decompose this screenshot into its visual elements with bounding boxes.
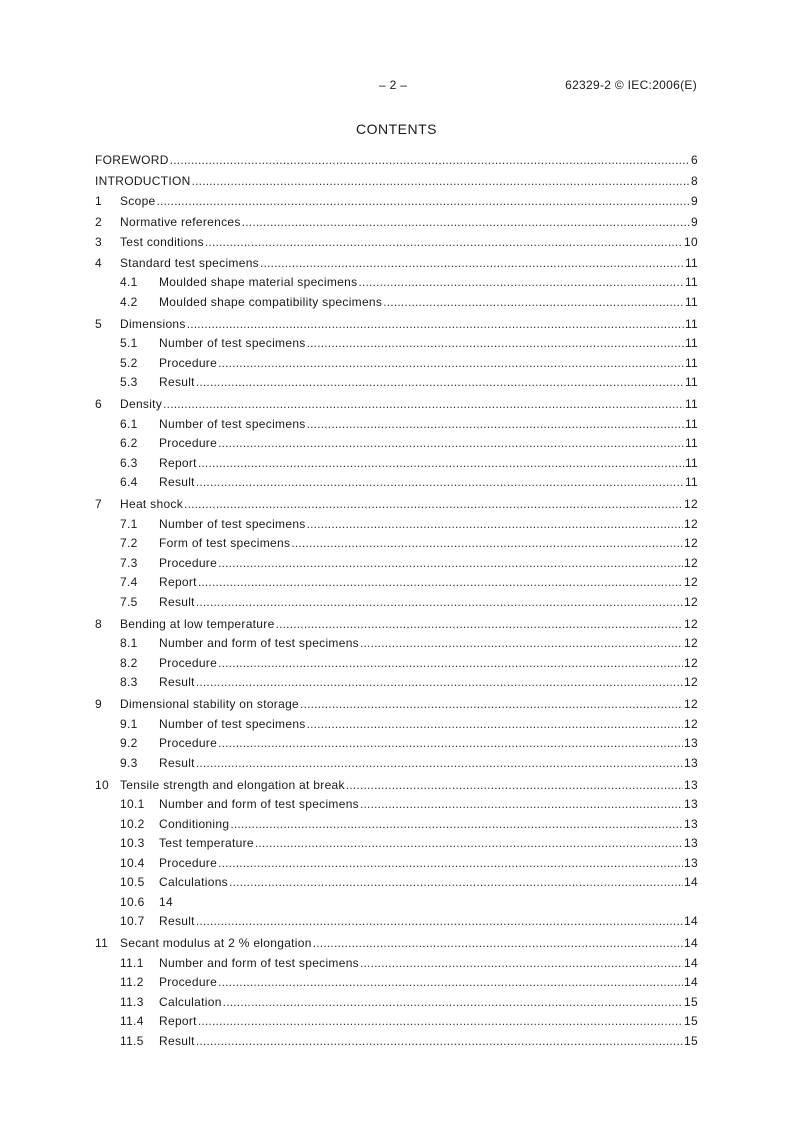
toc-entry-number: 8.3 xyxy=(120,675,138,689)
toc-entry-page: 12 xyxy=(684,675,698,689)
toc-entry-page: 12 xyxy=(684,536,698,550)
toc-entry-number: 6 xyxy=(95,397,102,411)
toc-entry-number: 5 xyxy=(95,316,102,331)
toc-entry[interactable] xyxy=(95,1012,698,1032)
dot-leader xyxy=(358,273,684,293)
toc-entry[interactable] xyxy=(95,354,698,374)
dot-leader xyxy=(196,673,683,693)
toc-entry-number: 7 xyxy=(95,497,102,511)
dot-leader xyxy=(218,854,683,874)
dot-leader xyxy=(229,873,683,893)
dot-leader xyxy=(346,775,683,796)
toc-entry-number: 10 xyxy=(95,777,109,792)
toc-entry-page: 13 xyxy=(684,797,698,811)
toc-entry-number: 9 xyxy=(95,697,102,711)
dot-leader xyxy=(196,1032,683,1052)
toc-entry-page: 10 xyxy=(684,235,698,249)
toc-entry-number: 3 xyxy=(95,235,102,249)
toc-entry-page: 11 xyxy=(684,275,698,289)
toc-entry-number: 10.7 xyxy=(120,914,145,928)
toc-entry-title: Number of test specimens xyxy=(159,716,306,731)
toc-entry-number: 8 xyxy=(95,616,102,631)
toc-entry-page: 11 xyxy=(684,475,698,489)
dot-leader xyxy=(196,373,684,393)
toc-entry[interactable] xyxy=(95,673,698,693)
toc-entry-title: Conditioning xyxy=(159,816,230,831)
dot-leader xyxy=(291,534,683,554)
toc-entry[interactable] xyxy=(95,754,698,774)
toc-entry-number: 4.1 xyxy=(120,275,138,289)
toc-entry-number: 5.3 xyxy=(120,375,138,389)
toc-entry-title: Scope xyxy=(120,194,156,208)
toc-entry-title: Report xyxy=(159,455,197,470)
dot-leader xyxy=(218,434,684,454)
toc-entry-title: Number of test specimens xyxy=(159,336,306,350)
toc-entry[interactable] xyxy=(95,593,698,613)
toc-entry[interactable] xyxy=(95,293,698,313)
toc-entry[interactable] xyxy=(95,912,698,932)
dot-leader xyxy=(196,754,683,774)
dot-leader xyxy=(218,734,683,754)
toc-entry[interactable] xyxy=(95,373,698,393)
toc-entry[interactable] xyxy=(95,171,698,192)
toc-entry-title: Dimensions xyxy=(120,316,186,331)
dot-leader xyxy=(205,232,683,253)
dot-leader xyxy=(218,973,683,993)
dot-leader xyxy=(307,415,684,435)
toc-entry-page: 13 xyxy=(684,855,698,870)
toc-entry-number: 6.2 xyxy=(120,436,138,450)
toc-entry-page: 12 xyxy=(684,636,698,650)
toc-entry-page: 12 xyxy=(684,594,698,609)
toc-entry-title: Standard test specimens xyxy=(120,255,259,270)
dot-leader xyxy=(196,593,683,613)
toc-entry-page: 11 xyxy=(684,355,698,370)
toc-entry[interactable] xyxy=(95,973,698,993)
dot-leader xyxy=(196,912,683,932)
dot-leader xyxy=(192,171,690,192)
toc-entry-page: 13 xyxy=(684,777,698,792)
toc-entry-page: 11 xyxy=(684,455,698,470)
toc-entry-number: 10.4 xyxy=(120,855,145,870)
toc-entry-title: Procedure xyxy=(159,436,218,450)
toc-entry[interactable] xyxy=(95,854,698,874)
toc-entry-title: Form of test specimens xyxy=(159,536,291,550)
toc-entry-page: 12 xyxy=(684,497,698,511)
toc-entry[interactable] xyxy=(95,150,698,171)
dot-leader xyxy=(218,354,684,374)
toc-entry[interactable] xyxy=(95,795,698,815)
dot-leader xyxy=(198,1012,683,1032)
toc-entry-page: 12 xyxy=(684,616,698,631)
toc-entry[interactable] xyxy=(95,893,698,913)
dot-leader xyxy=(187,314,684,335)
dot-leader xyxy=(383,293,684,313)
toc-entry-number: 11.1 xyxy=(120,955,144,970)
dot-leader xyxy=(360,954,683,974)
toc-entry-title: Bending at low temperature xyxy=(120,616,275,631)
toc-entry[interactable] xyxy=(95,614,698,635)
toc-entry-title: Calculation xyxy=(159,994,222,1009)
toc-entry-number: 5.2 xyxy=(120,355,138,370)
dot-leader xyxy=(313,933,683,954)
toc-entry-number: 6.1 xyxy=(120,416,138,431)
toc-entry-title: Secant modulus at 2 % elongation xyxy=(120,936,312,950)
toc-entry-page: 12 xyxy=(684,655,698,670)
toc-entry-page: 15 xyxy=(684,1014,698,1028)
toc-entry-number: 7.3 xyxy=(120,555,138,570)
dot-leader xyxy=(360,634,683,654)
toc-entry-page: 12 xyxy=(684,697,698,711)
dot-leader xyxy=(307,334,684,354)
dot-leader xyxy=(360,795,683,815)
dot-leader xyxy=(223,993,683,1013)
toc-entry[interactable] xyxy=(95,654,698,674)
toc-entry-page: 14 xyxy=(684,955,698,970)
toc-entry[interactable] xyxy=(95,634,698,654)
dot-leader xyxy=(260,253,684,274)
toc-entry-number: 6.4 xyxy=(120,475,138,489)
toc-entry-title: Result xyxy=(159,755,195,770)
document-reference: 62329-2 © IEC:2006(E) xyxy=(565,78,697,92)
toc-entry-page: 14 xyxy=(684,875,698,889)
toc-entry[interactable] xyxy=(95,734,698,754)
dot-leader xyxy=(276,614,683,635)
toc-entry-number: 4 xyxy=(95,255,102,270)
toc-entry-title: Test conditions xyxy=(120,235,204,249)
toc-entry-title: Result xyxy=(159,675,195,689)
toc-entry-title: Result xyxy=(159,1033,195,1048)
dot-leader xyxy=(218,654,683,674)
toc-entry-page: 9 xyxy=(691,214,698,229)
toc-entry[interactable] xyxy=(95,454,698,474)
toc-entry-number: 11.4 xyxy=(120,1014,144,1028)
toc-entry-page: 6 xyxy=(691,153,698,167)
dot-leader xyxy=(157,191,690,212)
toc-entry-title: Heat shock xyxy=(120,497,184,511)
toc-entry-title: Procedure xyxy=(159,736,218,750)
toc-entry-title: Density xyxy=(120,397,163,411)
toc-entry-number: 10.6 xyxy=(120,894,145,909)
toc-entry-title: INTRODUCTION xyxy=(95,173,191,188)
toc-entry[interactable] xyxy=(95,515,698,535)
toc-entry[interactable] xyxy=(95,993,698,1013)
toc-entry-page: 11 xyxy=(684,416,698,431)
toc-entry-page: 11 xyxy=(684,294,698,309)
toc-entry-title: Report xyxy=(159,575,197,589)
toc-entry-page: 14 xyxy=(684,975,698,989)
toc-entry-number: 11.3 xyxy=(120,994,144,1009)
toc-entry-title: Number of test specimens xyxy=(159,416,306,431)
toc-entry-number: 8.1 xyxy=(120,636,138,650)
toc-entry-number: 6.3 xyxy=(120,455,138,470)
toc-entry-page: 13 xyxy=(684,736,698,750)
page-number: – 2 – xyxy=(379,78,408,92)
toc-entry-page: 12 xyxy=(684,516,698,531)
dot-leader xyxy=(307,715,683,735)
toc-entry-number: 1 xyxy=(95,194,102,208)
toc-entry-number: 9.3 xyxy=(120,755,138,770)
dot-leader xyxy=(300,694,683,715)
toc-entry[interactable] xyxy=(95,815,698,835)
toc-entry[interactable] xyxy=(95,232,698,253)
toc-entry-page: 13 xyxy=(684,755,698,770)
toc-entry[interactable] xyxy=(95,334,698,354)
dot-leader xyxy=(198,454,684,474)
toc-entry-title: Procedure xyxy=(159,655,218,670)
toc-entry-number: 7.4 xyxy=(120,575,138,589)
toc-entry-title: Result xyxy=(159,375,195,389)
toc-entry-number: 10.5 xyxy=(120,875,145,889)
toc-entry-title: 14 xyxy=(159,894,173,909)
table-of-contents xyxy=(95,150,698,1051)
toc-entry-page: 15 xyxy=(684,994,698,1009)
toc-entry-page: 12 xyxy=(684,575,698,589)
dot-leader xyxy=(163,394,684,415)
toc-entry[interactable] xyxy=(95,873,698,893)
toc-entry-page: 13 xyxy=(684,836,698,850)
toc-entry[interactable] xyxy=(95,694,698,715)
dot-leader xyxy=(198,573,683,593)
toc-entry-number: 7.2 xyxy=(120,536,138,550)
toc-entry[interactable] xyxy=(95,715,698,735)
toc-entry-number: 5.1 xyxy=(120,336,138,350)
toc-entry[interactable] xyxy=(95,554,698,574)
toc-entry-page: 11 xyxy=(684,336,698,350)
toc-entry-page: 14 xyxy=(684,936,698,950)
dot-leader xyxy=(242,212,690,233)
toc-entry-title: Procedure xyxy=(159,855,218,870)
toc-entry-number: 10.2 xyxy=(120,816,145,831)
toc-entry-title: Number and form of test specimens xyxy=(159,955,359,970)
dot-leader xyxy=(255,834,683,854)
dot-leader xyxy=(230,815,683,835)
toc-entry-title: Number of test specimens xyxy=(159,516,306,531)
toc-entry-number: 10.3 xyxy=(120,836,145,850)
dot-leader xyxy=(170,150,690,171)
toc-entry[interactable] xyxy=(95,1032,698,1052)
toc-entry-page: 11 xyxy=(684,375,698,389)
toc-entry-page: 11 xyxy=(684,397,698,411)
toc-entry-title: Number and form of test specimens xyxy=(159,636,359,650)
toc-entry-number: 2 xyxy=(95,214,102,229)
toc-entry-title: Report xyxy=(159,1014,197,1028)
toc-entry-title: Test temperature xyxy=(159,836,254,850)
toc-entry-title: Moulded shape material specimens xyxy=(159,275,358,289)
toc-entry-title: Procedure xyxy=(159,975,218,989)
dot-leader xyxy=(307,515,683,535)
toc-entry-title: Result xyxy=(159,594,195,609)
toc-entry[interactable] xyxy=(95,775,698,796)
toc-entry-title: Calculations xyxy=(159,875,228,889)
toc-entry-title: Tensile strength and elongation at break xyxy=(120,777,345,792)
toc-entry[interactable] xyxy=(95,534,698,554)
toc-entry[interactable] xyxy=(95,573,698,593)
toc-entry-number: 11.5 xyxy=(120,1033,144,1048)
toc-entry[interactable] xyxy=(95,191,698,212)
toc-entry-page: 11 xyxy=(684,316,698,331)
toc-entry[interactable] xyxy=(95,314,698,335)
toc-entry[interactable] xyxy=(95,834,698,854)
dot-leader xyxy=(184,494,683,515)
toc-entry-page: 11 xyxy=(684,436,698,450)
dot-leader xyxy=(218,554,683,574)
toc-entry-title: Procedure xyxy=(159,355,218,370)
toc-entry-page: 14 xyxy=(684,914,698,928)
dot-leader xyxy=(196,473,684,493)
toc-entry[interactable] xyxy=(95,473,698,493)
contents-title: CONTENTS xyxy=(356,121,437,137)
toc-entry[interactable] xyxy=(95,394,698,415)
toc-entry-title: Dimensional stability on storage xyxy=(120,697,300,711)
toc-entry-number: 11 xyxy=(95,936,109,950)
toc-entry-number: 8.2 xyxy=(120,655,138,670)
toc-entry-number: 7.5 xyxy=(120,594,138,609)
toc-entry-title: Moulded shape compatibility specimens xyxy=(159,294,383,309)
toc-entry-number: 9.1 xyxy=(120,716,138,731)
toc-entry-page: 8 xyxy=(691,173,698,188)
toc-entry[interactable] xyxy=(95,434,698,454)
toc-entry-page: 11 xyxy=(684,255,698,270)
toc-entry-title: Procedure xyxy=(159,555,218,570)
toc-entry[interactable] xyxy=(95,954,698,974)
toc-entry[interactable] xyxy=(95,212,698,233)
toc-entry-title: Normative references xyxy=(120,214,241,229)
toc-entry-number: 4.2 xyxy=(120,294,138,309)
toc-entry-number: 7.1 xyxy=(120,516,138,531)
toc-entry-title: Result xyxy=(159,914,195,928)
toc-entry-number: 9.2 xyxy=(120,736,138,750)
toc-entry-title: Number and form of test specimens xyxy=(159,797,359,811)
toc-entry-number: 11.2 xyxy=(120,975,144,989)
toc-entry[interactable] xyxy=(95,933,698,954)
toc-entry-page: 13 xyxy=(684,816,698,831)
toc-entry-page: 9 xyxy=(691,194,698,208)
toc-entry-page: 12 xyxy=(684,716,698,731)
toc-entry-page: 12 xyxy=(684,555,698,570)
toc-entry[interactable] xyxy=(95,253,698,274)
toc-entry-page: 15 xyxy=(684,1033,698,1048)
toc-entry-title: FOREWORD xyxy=(95,153,169,167)
toc-entry[interactable] xyxy=(95,494,698,515)
toc-entry-title: Result xyxy=(159,475,195,489)
toc-entry-number: 10.1 xyxy=(120,797,145,811)
toc-entry[interactable] xyxy=(95,415,698,435)
toc-entry[interactable] xyxy=(95,273,698,293)
